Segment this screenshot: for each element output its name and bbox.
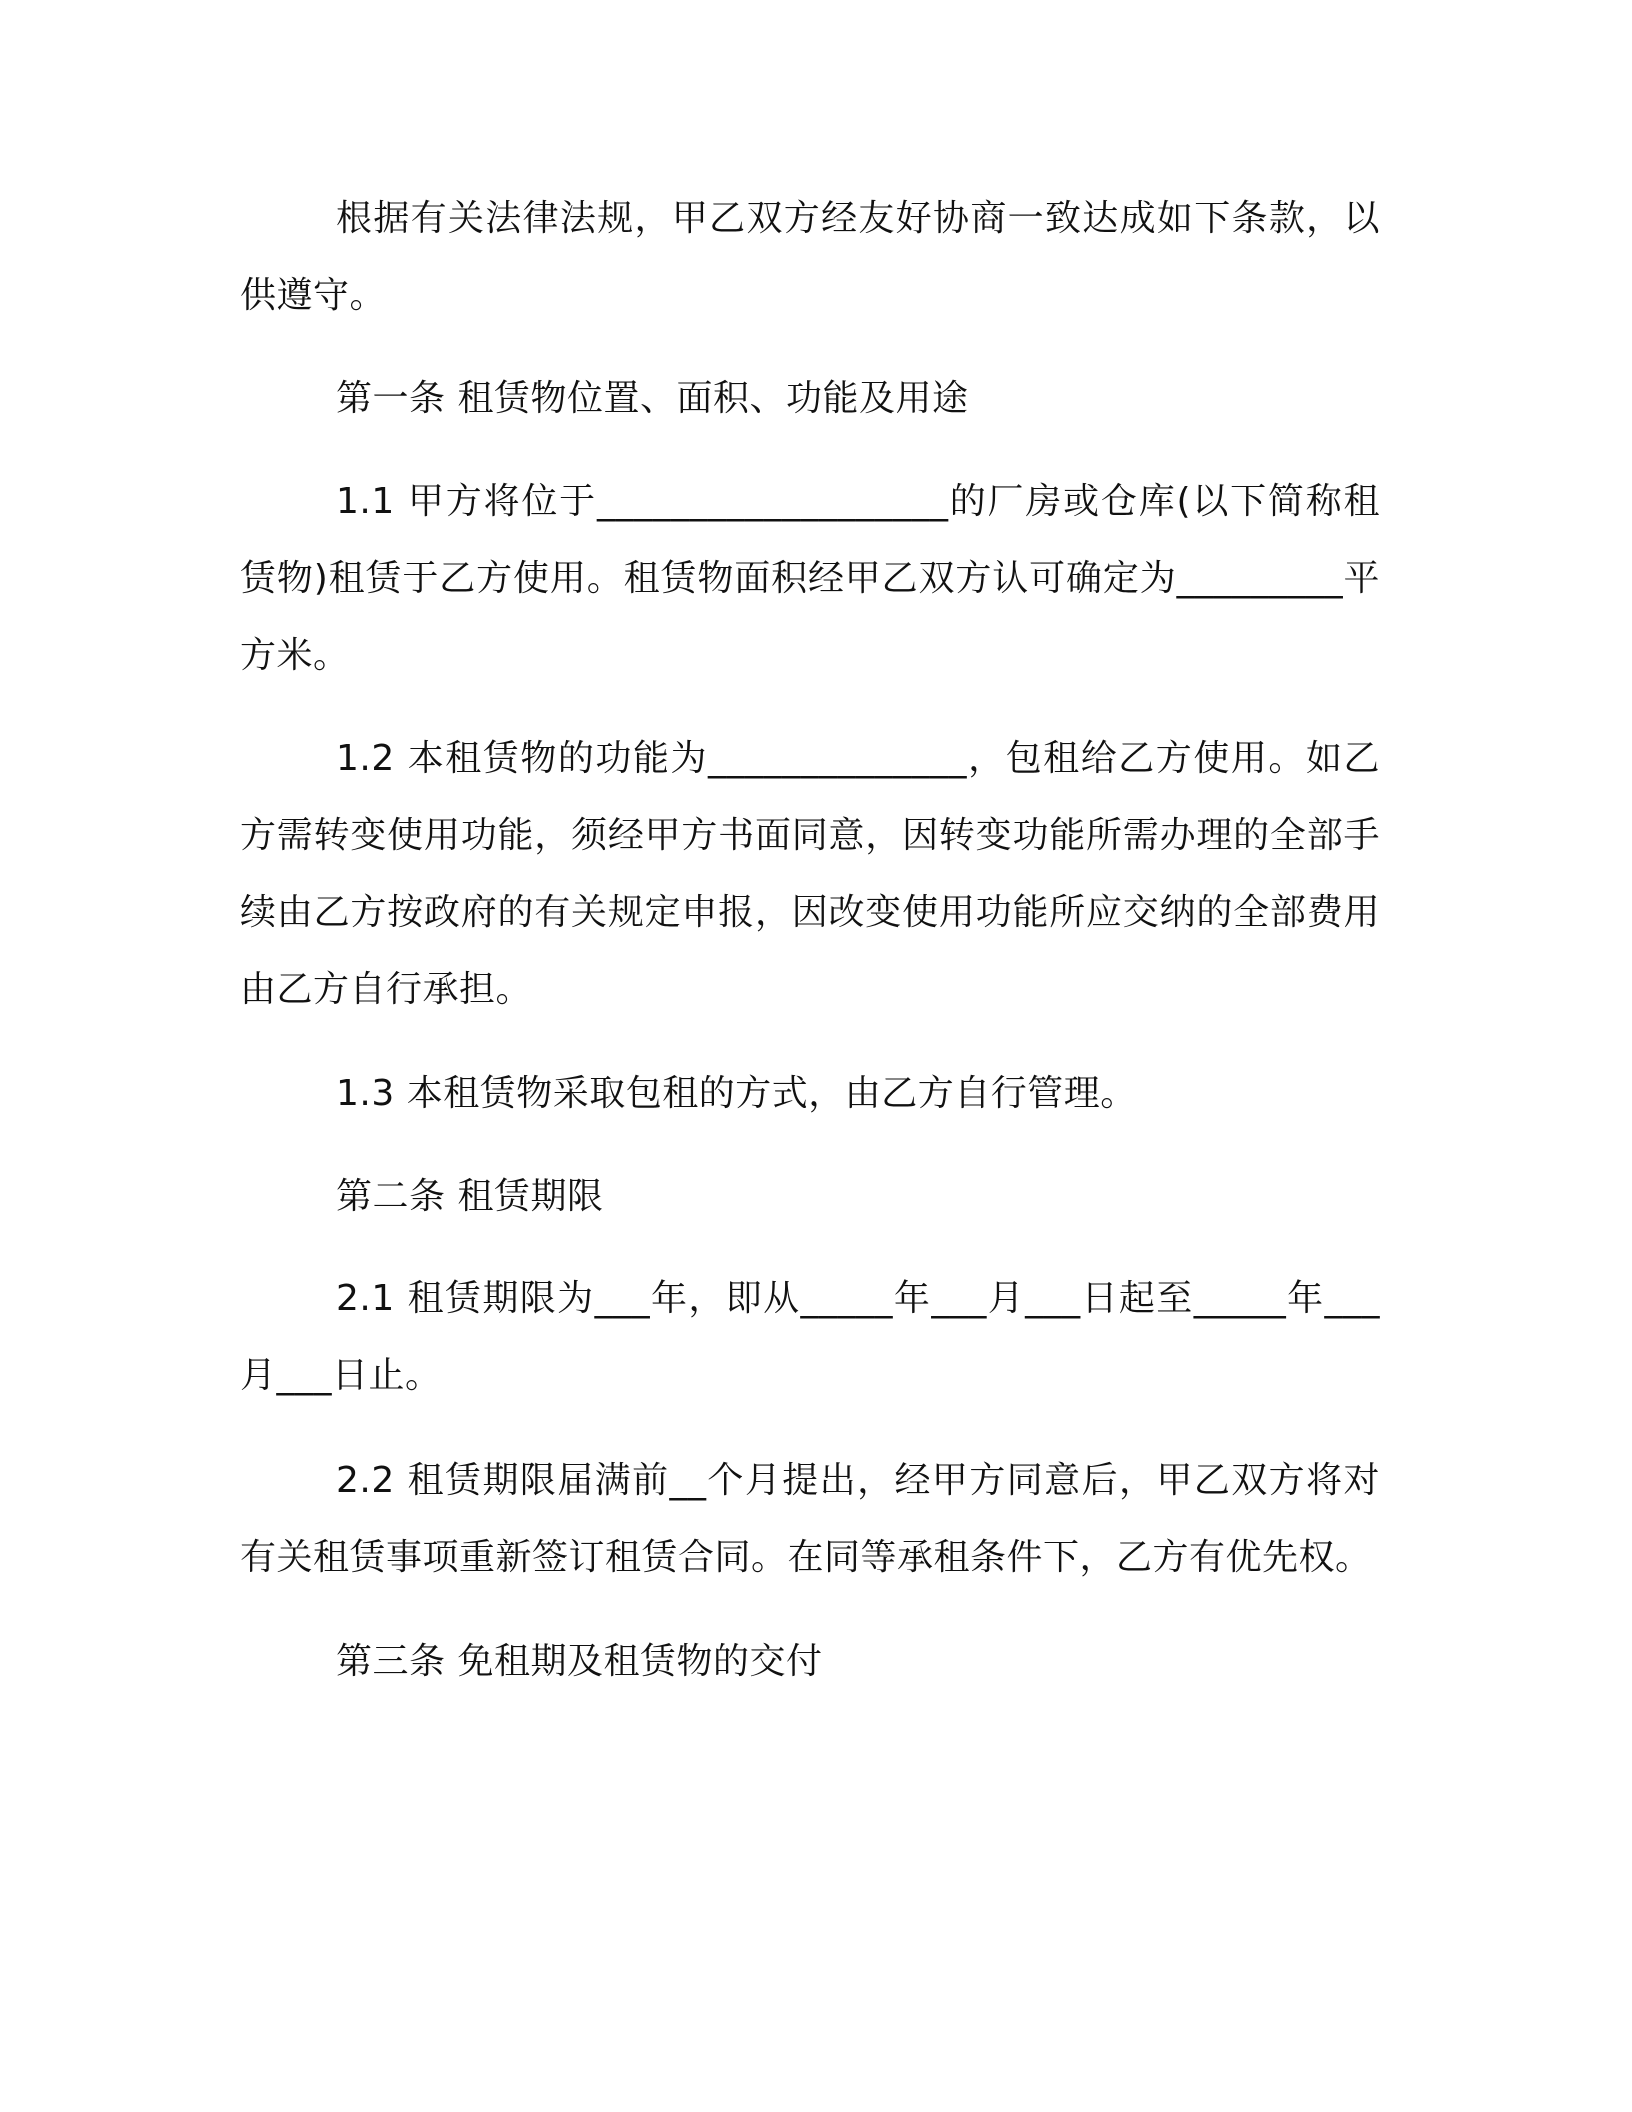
clause-2-2: 2.2 租赁期限届满前__个月提出，经甲方同意后，甲乙双方将对有关租赁事项重新签订租赁合同。在同等承租条件下，乙方有优先权。 — [240, 1460, 1380, 1578]
clause-1-3: 1.3 本租赁物采取包租的方式，由乙方自行管理。 — [336, 1073, 1137, 1114]
article-1-heading: 第一条 租赁物位置、面积、功能及用途 — [336, 378, 969, 419]
article-2-heading: 第二条 租赁期限 — [336, 1176, 604, 1217]
clause-2-1: 2.1 租赁期限为___年，即从_____年___月___日起至_____年___月___日止。 — [240, 1278, 1380, 1396]
intro-paragraph: 根据有关法律法规，甲乙双方经友好协商一致达成如下条款，以供遵守。 — [240, 198, 1380, 316]
article-3-heading: 第三条 免租期及租赁物的交付 — [336, 1641, 823, 1682]
clause-1-1: 1.1 甲方将位于___________________的厂房或仓库(以下简称租赁物)租赁于乙方使用。租赁物面积经甲乙双方认可确定为_________平方米。 — [240, 481, 1380, 676]
clause-1-2: 1.2 本租赁物的功能为______________，包租给乙方使用。如乙方需转变使用功能，须经甲方书面同意，因转变功能所需办理的全部手续由乙方按政府的有关规定申报，因改变使用功能所应交纳的全部费用由乙方自行承担。 — [240, 738, 1380, 1010]
